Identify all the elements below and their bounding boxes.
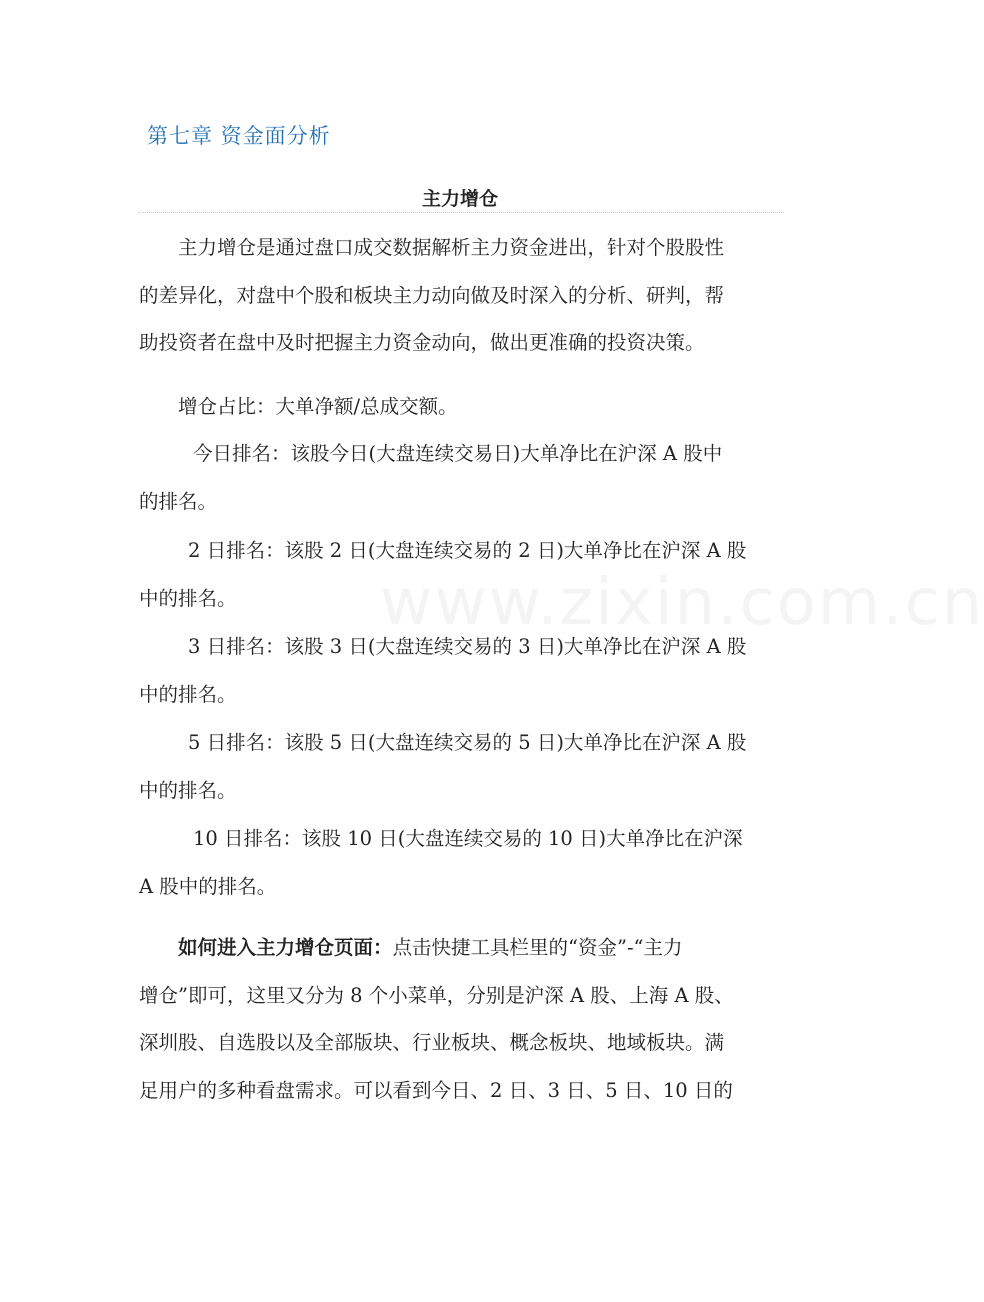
rank-5day-paragraph — [139, 719, 789, 814]
chapter-title: 第七章 资金面分析 — [147, 124, 331, 148]
rank-2day-paragraph — [139, 527, 789, 622]
howto-paragraph — [139, 924, 789, 1114]
heading-divider — [138, 212, 784, 213]
watermark: www.zixin.com.cn — [380, 566, 984, 640]
rank-today-line-2: 的排名。 — [139, 489, 218, 513]
howto-line-1 — [139, 924, 789, 972]
rank-today-line-1: 今日排名：该股今日(大盘连续交易日)大单净比在沪深 A 股中 — [193, 442, 723, 465]
rank-10day-paragraph — [139, 815, 789, 910]
howto-line-2: 增仓”即可，这里又分为 8 个小菜单，分别是沪深 A 股、上海 A 股、 — [139, 983, 734, 1007]
howto-line-3: 深圳股、自选股以及全部版块、行业板块、概念板块、地域板块。满 — [139, 1031, 725, 1054]
rank-5day-line-1: 5 日排名：该股 5 日(大盘连续交易的 5 日)大单净比在沪深 A 股 — [188, 731, 747, 754]
section-heading: 主力增仓 — [421, 188, 498, 210]
rank-3day-line-1: 3 日排名：该股 3 日(大盘连续交易的 3 日)大单净比在沪深 A 股 — [188, 635, 747, 658]
howto-label: 如何进入主力增仓页面： — [178, 936, 393, 959]
rank-10day-line-1: 10 日排名：该股 10 日(大盘连续交易的 10 日)大单净比在沪深 — [193, 827, 743, 850]
rank-3day-line-2: 中的排名。 — [139, 682, 237, 706]
intro-line-2: 的差异化，对盘中个股和板块主力动向做及时深入的分析、研判，帮 — [139, 283, 725, 307]
intro-line-3: 助投资者在盘中及时把握主力资金动向，做出更准确的投资决策。 — [139, 331, 705, 354]
intro-line-1: 主力增仓是通过盘口成交数据解析主力资金进出，针对个股股性 — [178, 236, 725, 259]
rank-2day-line-2: 中的排名。 — [139, 586, 237, 610]
howto-line-1-text: 点击快捷工具栏里的“资金”-“主力 — [392, 936, 683, 959]
rank-10day-line-2: A 股中的排名。 — [139, 874, 277, 898]
rank-today-paragraph — [139, 430, 789, 525]
rank-5day-line-2: 中的排名。 — [139, 778, 237, 802]
ratio-definition — [139, 383, 789, 431]
ratio-definition-text: 增仓占比：大单净额/总成交额。 — [178, 395, 458, 418]
rank-3day-paragraph — [139, 623, 789, 718]
rank-2day-line-1: 2 日排名：该股 2 日(大盘连续交易的 2 日)大单净比在沪深 A 股 — [188, 539, 747, 562]
intro-paragraph — [139, 224, 789, 367]
howto-line-4: 足用户的多种看盘需求。可以看到今日、2 日、3 日、5 日、10 日的 — [139, 1078, 733, 1102]
